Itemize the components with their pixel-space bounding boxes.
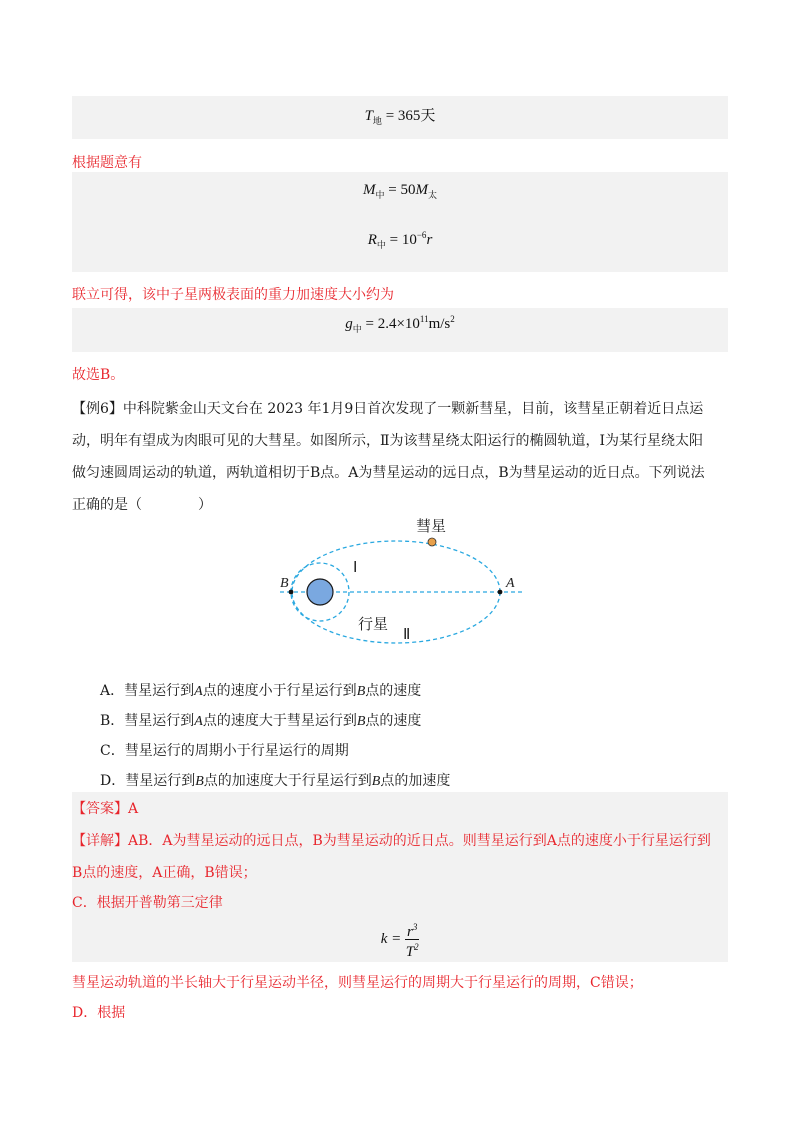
text-by-problem: 根据题意有 <box>72 155 142 171</box>
equation-mass: $M_中 = 50M_太$ <box>363 182 437 200</box>
point-a-label: A <box>506 576 515 591</box>
example-line-3: 做匀速圆周运动的轨道，两轨道相切于B点。A为彗星运动的远日点，B为彗星运动的近日点。下列说法 <box>72 465 705 481</box>
comet-label: 彗星 <box>416 517 447 535</box>
formula-box-mass-radius <box>72 172 728 272</box>
detail-line-2: B点的速度，A正确，B错误； <box>72 865 257 881</box>
sun-icon <box>307 579 333 605</box>
formula-box-period <box>72 96 728 139</box>
comet-icon <box>428 538 436 546</box>
detail-line-4: 彗星运动轨道的半长轴大于行星运动半径，则彗星运行的周期大于行星运行的周期，C错误； <box>72 975 643 991</box>
formula-box-gravity <box>72 308 728 352</box>
answer-line: 【答案】A <box>72 801 139 817</box>
example-line-1: 【例6】中科院紫金山天文台在 2023 年1月9日首次发现了一颗新彗星，目前，该彗星正朝着近日点运 <box>72 401 704 417</box>
option-b[interactable]: B．彗星运行到A点的速度大于彗星运行到B点的速度 <box>100 713 422 729</box>
orbit-II-label: Ⅱ <box>403 625 411 643</box>
option-a[interactable]: A．彗星运行到A点的速度小于行星运行到B点的速度 <box>100 683 422 699</box>
option-c[interactable]: C．彗星运行的周期小于行星运行的周期 <box>100 743 349 759</box>
point-a-dot <box>498 590 503 595</box>
equation-radius: $R_中 = 10^{-6}r$ <box>367 230 433 250</box>
orbit-diagram <box>270 508 540 658</box>
equation-kepler: k = $\frac{r^3}{T^2}$ <box>380 922 419 960</box>
equation-gravity: $g_中 = 2.4\times 10^{11}m/s^2$ <box>345 314 455 334</box>
detail-line-5: D．根据 <box>72 1005 126 1021</box>
point-b-label: B <box>280 576 289 591</box>
point-b-dot <box>289 590 294 595</box>
detail-line-1: 【详解】AB．A为彗星运动的远日点，B为彗星运动的近日点。则彗星运行到A点的速度小于行星运行到 <box>72 833 711 849</box>
option-d[interactable]: D．彗星运行到B点的加速度大于行星运行到B点的加速度 <box>100 773 451 789</box>
orbit-I-label: Ⅰ <box>353 558 358 576</box>
text-choose: 故选B。 <box>72 367 125 383</box>
example-line-4: 正确的是（ ） <box>72 497 212 513</box>
detail-line-3: C．根据开普勒第三定律 <box>72 895 223 911</box>
example-line-2: 动，明年有望成为肉眼可见的大彗星。如图所示，Ⅱ为该彗星绕太阳运行的椭圆轨道，Ⅰ为某行星绕太阳 <box>72 433 704 449</box>
equation-earth-period: $T_地 = 365$天 <box>364 108 436 126</box>
planet-label: 行星 <box>358 615 389 633</box>
text-combine: 联立可得，该中子星两极表面的重力加速度大小约为 <box>72 287 394 303</box>
